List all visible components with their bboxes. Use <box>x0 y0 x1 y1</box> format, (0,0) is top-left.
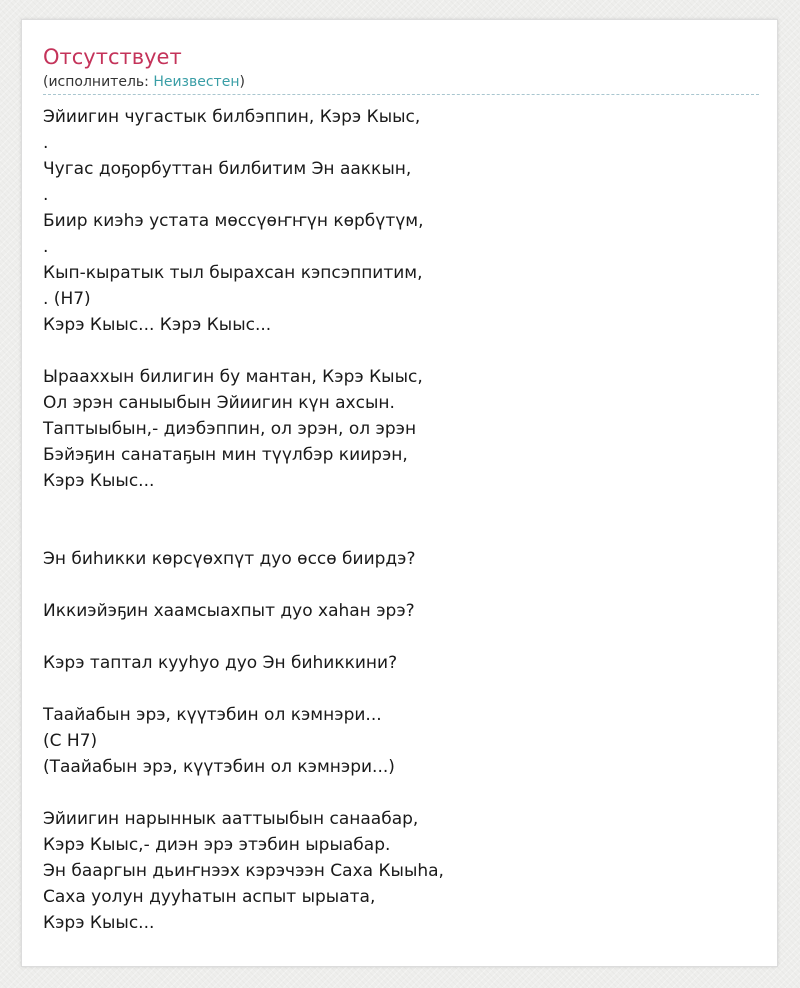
artist-link[interactable]: Неизвестен <box>153 74 240 90</box>
lyric-line: Эйиигин чугастык билбэппин, Кэрэ Кыыс, <box>43 107 421 127</box>
artist-suffix: ) <box>239 74 245 90</box>
lyric-line: Таайабын эрэ, күүтэбин ол кэмнэри... <box>43 705 382 725</box>
artist-prefix: (исполнитель: <box>43 74 154 90</box>
lyric-line: Ырааххын билигин бу мантан, Кэрэ Кыыс, <box>43 367 423 387</box>
lyric-line: Иккиэйэҕин хаамсыахпыт дуо хаһан эрэ? <box>43 601 415 621</box>
lyric-line <box>43 572 759 598</box>
artist-line <box>43 73 245 91</box>
lyric-line: Эйиигин нарыннык ааттыыбын санаабар, <box>43 809 419 829</box>
lyric-line <box>43 338 759 364</box>
lyric-line <box>43 494 759 520</box>
song-title: Отсутствует <box>43 45 182 69</box>
lyric-line: . <box>43 185 49 205</box>
lyric-line: Биир киэһэ устата мөссүөҥҥүн көрбүтүм, <box>43 211 424 231</box>
lyrics-card <box>21 19 778 967</box>
lyric-line: Эн биһикки көрсүөхпүт дуо өссө биирдэ? <box>43 549 416 569</box>
lyric-line <box>43 676 759 702</box>
lyric-line: Бэйэҕин санатаҕын мин түүлбэр киирэн, <box>43 445 408 465</box>
lyrics-text <box>43 104 759 936</box>
lyric-line: Кэрэ Кыыс... <box>43 471 155 491</box>
lyric-line: Кэрэ Кыыс,- диэн эрэ этэбин ырыабар. <box>43 835 391 855</box>
lyric-line: (Таайабын эрэ, күүтэбин ол кэмнэри...) <box>43 757 395 777</box>
lyric-line: . <box>43 133 49 153</box>
lyric-line: Кэрэ Кыыс... Кэрэ Кыыс... <box>43 315 272 335</box>
lyric-line: . <box>43 237 49 257</box>
lyric-line: Таптыыбын,- диэбэппин, ол эрэн, ол эрэн <box>43 419 417 439</box>
lyric-line: (C H7) <box>43 731 98 751</box>
lyric-line: Кэрэ таптал кууһуо дуо Эн биһиккини? <box>43 653 398 673</box>
lyric-line <box>43 780 759 806</box>
header-divider <box>43 94 759 95</box>
lyric-line: Саха уолун дууһатын аспыт ырыата, <box>43 887 376 907</box>
lyric-line: . (H7) <box>43 289 91 309</box>
lyric-line: Кэрэ Кыыс... <box>43 913 155 933</box>
lyric-line: Эн бааргын дьиҥнээх кэрэчээн Саха Кыыһа, <box>43 861 444 881</box>
lyric-line: Чугас доҕорбуттан билбитим Эн ааккын, <box>43 159 412 179</box>
lyric-line: Кып-кыратык тыл бырахсан кэпсэппитим, <box>43 263 423 283</box>
lyric-line <box>43 624 759 650</box>
lyric-line <box>43 520 759 546</box>
lyric-line: Ол эрэн саныыбын Эйиигин күн ахсын. <box>43 393 395 413</box>
